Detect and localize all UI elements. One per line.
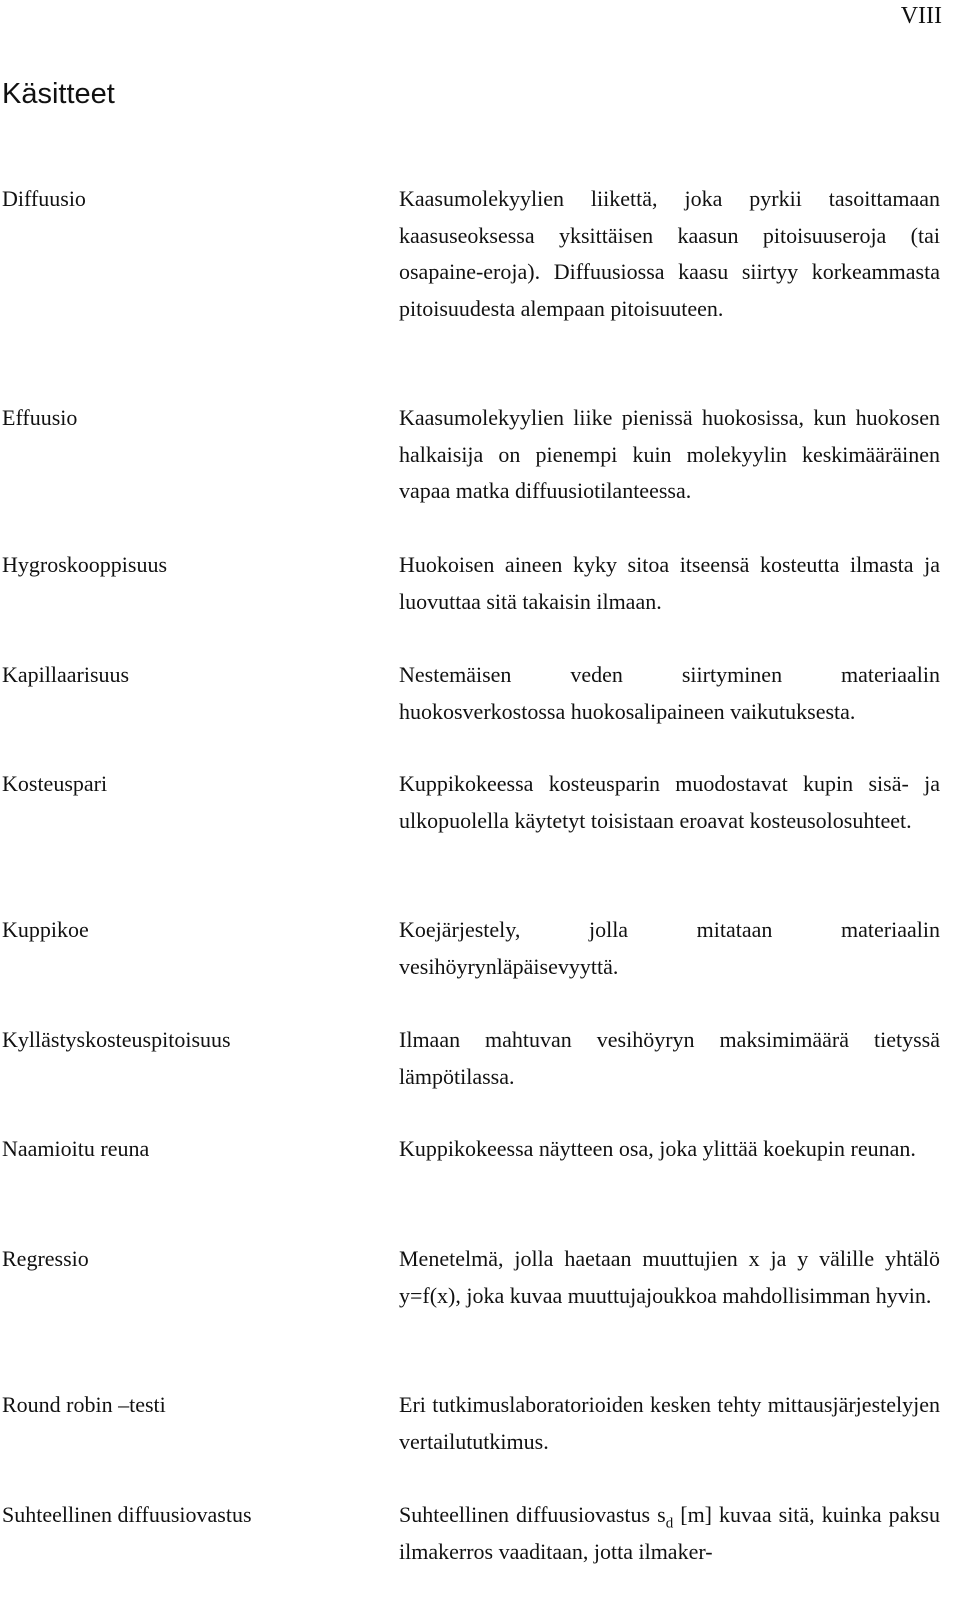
- page-number: VIII: [900, 3, 942, 29]
- glossary-term: Kuppikoe: [2, 917, 89, 942]
- glossary-term: Naamioitu reuna: [2, 1136, 150, 1161]
- glossary-definition: Kuppikokeessa näytteen osa, joka ylittää koekupin reunan.: [399, 1136, 916, 1161]
- page-heading: Käsitteet: [2, 78, 115, 110]
- glossary-definition: Eri tutkimuslaboratorioiden kesken tehty mittausjärjestelyjen vertailututkimus.: [399, 1392, 940, 1454]
- glossary-definition: Kaasumolekyylien liikettä, joka pyrkii tasoittamaan kaasuseoksessa yksittäisen kaasun pitoisuuseroja (tai osapaine-eroja). Diffuusiossa kaasu siirtyy korkeammasta pitoisuudesta alempaan pitoisuuteen.: [399, 186, 940, 321]
- definition-text-start: Suhteellinen diffuusiovastus s: [399, 1502, 666, 1527]
- glossary-term: Kosteuspari: [2, 771, 108, 796]
- glossary-definition: Koejärjestely, jolla mitataan materiaalin vesihöyrynläpäisevyyttä.: [399, 917, 940, 979]
- subscript-d: d: [665, 1515, 674, 1532]
- definition-text-end: [m] kuvaa sitä, kuinka paksu ilmakerros vaaditaan, jotta ilmaker-: [399, 1502, 940, 1564]
- glossary-definition: Nestemäisen veden siirtyminen materiaalin huokosverkostossa huokosalipaineen vaikutuksesta.: [399, 662, 940, 724]
- glossary-definition: Huokoisen aineen kyky sitoa itseensä kosteutta ilmasta ja luovuttaa sitä takaisin ilmaan.: [399, 552, 940, 614]
- glossary-term: Hygroskooppisuus: [2, 552, 168, 577]
- glossary-term: Diffuusio: [2, 186, 86, 211]
- glossary-term: Kapillaarisuus: [2, 662, 130, 687]
- glossary-term: Kyllästyskosteuspitoisuus: [2, 1027, 231, 1052]
- glossary-definition: Kaasumolekyylien liike pienissä huokosissa, kun huokosen halkaisija on pienempi kuin molekyylin keskimääräinen vapaa matka diffuusiotilanteessa.: [399, 405, 940, 504]
- glossary-definition: [399, 1497, 940, 1570]
- glossary-term: Round robin –testi: [2, 1392, 166, 1417]
- glossary-term: Suhteellinen diffuusiovastus: [2, 1502, 252, 1527]
- glossary-definition: Kuppikokeessa kosteusparin muodostavat kupin sisä- ja ulkopuolella käytetyt toisistaan eroavat kosteusolosuhteet.: [399, 771, 940, 833]
- glossary-term: Regressio: [2, 1246, 89, 1271]
- glossary-term: Effuusio: [2, 405, 78, 430]
- glossary-definition: Menetelmä, jolla haetaan muuttujien x ja y välille yhtälö y=f(x), joka kuvaa muuttujajoukkoa mahdollisimman hyvin.: [399, 1246, 940, 1308]
- glossary-definition: Ilmaan mahtuvan vesihöyryn maksimimäärä tietyssä lämpötilassa.: [399, 1027, 940, 1089]
